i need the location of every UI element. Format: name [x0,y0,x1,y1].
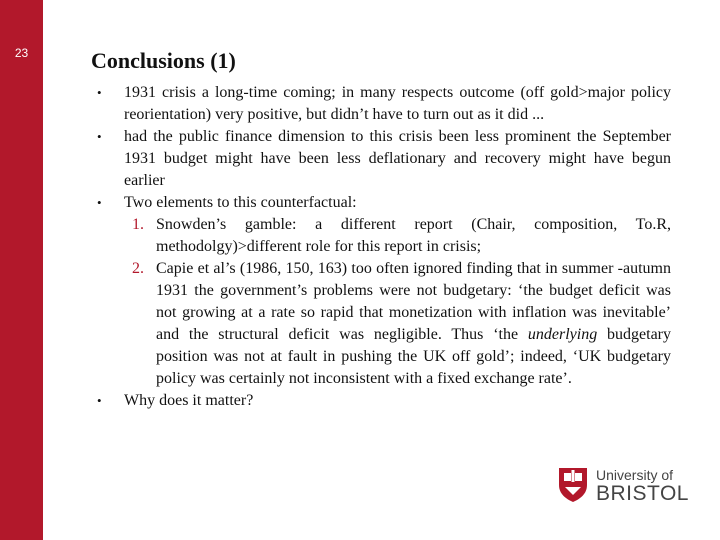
university-crest-icon [556,465,590,503]
item-text-emphasis: underlying [527,326,598,343]
item-number: 1. [132,216,144,233]
item-text: Snowden’s gamble: a different report (Chair, composition, To.R, methodolgy)>different role for this report in crisis; [156,216,671,255]
university-logo [556,465,689,507]
item-number: 2. [132,260,144,277]
bullet-marker: • [97,129,102,144]
bullet-text: had the public finance dimension to this crisis been less prominent the September 1931 budget might have been less deflationary and recovery might have begun earlier [124,128,671,189]
bullet-item [91,390,671,412]
numbered-item [91,214,671,258]
bullet-marker: • [97,195,102,210]
logo-line2: BRISTOL [596,482,689,505]
numbered-item [91,258,671,390]
logo-line1: University of [596,467,674,483]
slide-number: 23 [14,46,29,60]
bullet-item [91,82,671,126]
bullet-marker: • [97,393,102,408]
item-text-after: budgetary position was not at fault in pushing the UK off gold’; indeed, ‘UK budgetary policy was certainly not inconsistent with a fixed exchange rate’. [156,326,672,387]
bullet-item [91,126,671,192]
bullet-text: 1931 crisis a long-time coming; in many respects outcome (off gold>major policy reorientation) very positive, but didn’t have to turn out as it did ... [124,84,671,123]
bullet-marker: • [97,85,102,100]
bullet-item [91,192,671,214]
bullet-text: Why does it matter? [124,392,254,409]
slide-content [91,82,671,412]
bullet-text: Two elements to this counterfactual: [124,194,357,211]
item-text-before: Capie et al’s (1986, 150, 163) too often ignored finding that in summer -autumn 1931 the government’s problems were not budgetary: ‘the budget deficit was not growing at a rate so rapid that monetization with inflation was inevitable’ and the structural deficit was negligible. Thus ‘the [156,260,671,343]
sidebar-band [0,0,43,540]
slide-title: Conclusions (1) [91,48,236,73]
